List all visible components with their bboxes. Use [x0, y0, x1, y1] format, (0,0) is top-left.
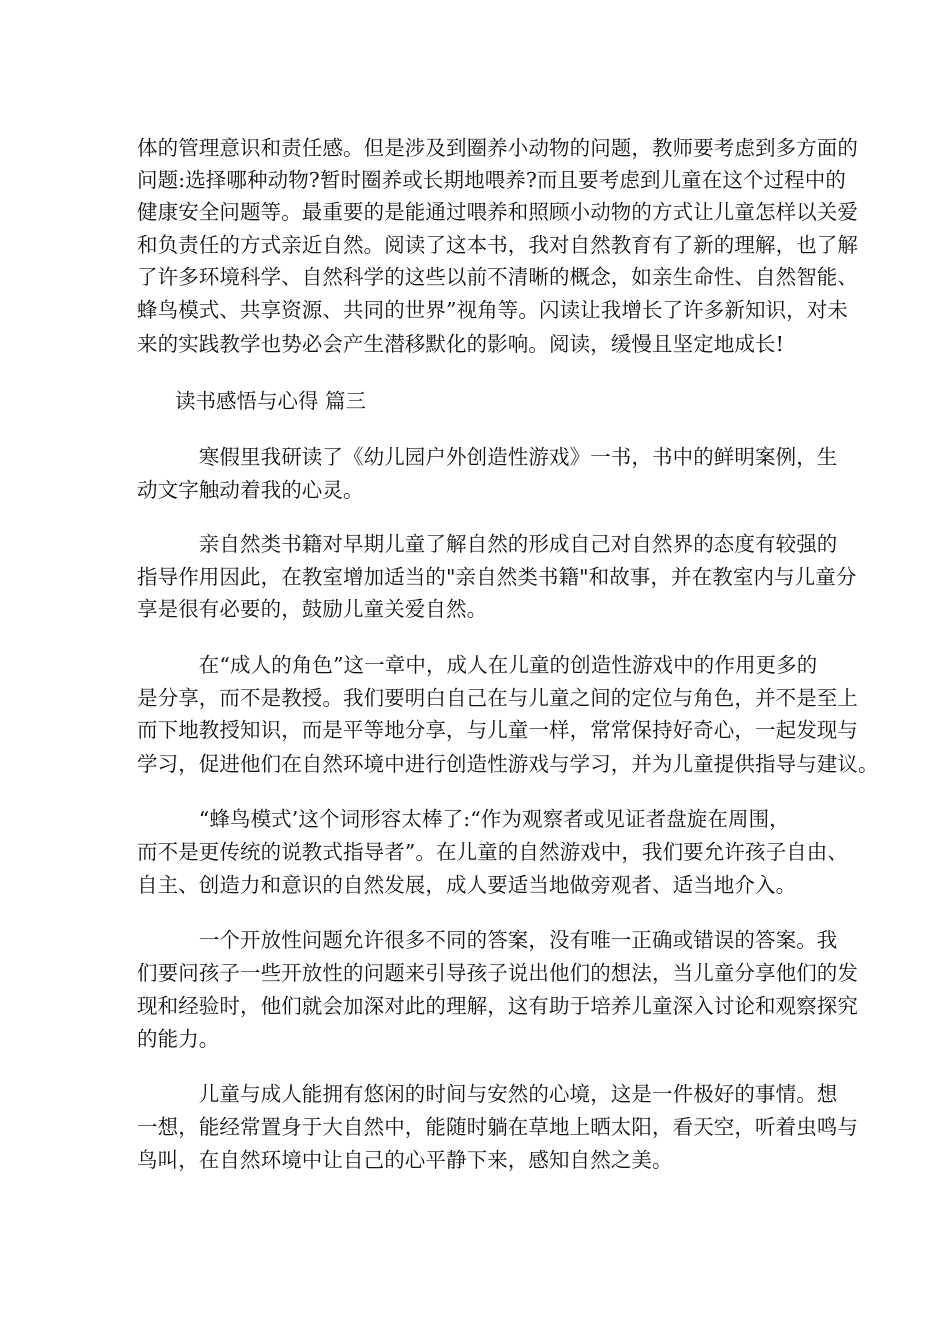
body-text-line: 一个开放性问题允许很多不同的答案，没有唯一正确或错误的答案。我 — [137, 928, 838, 952]
body-text-line: 现和经验时，他们就会加深对此的理解，这有助于培养儿童深入讨论和观察探究 — [137, 994, 858, 1018]
body-text-line: 一想，能经常置身于大自然中，能随时躺在草地上晒太阳，看天空，听着虫鸣与 — [137, 1115, 858, 1139]
body-text-line: 学习，促进他们在自然环境中进行创造性游戏与学习，并为儿童提供指导与建议。 — [137, 752, 879, 776]
body-text-line: 们要问孩子一些开放性的问题来引导孩子说出他们的想法，当儿童分享他们的发 — [137, 961, 858, 985]
body-text-line: 体的管理意识和责任感。但是涉及到圈养小动物的问题，教师要考虑到多方面的 — [137, 136, 858, 160]
body-text-line: 自主、创造力和意识的自然发展，成人要适当地做旁观者、适当地介入。 — [137, 873, 797, 897]
body-text-line: 寒假里我研读了《幼儿园户外创造性游戏》一书，书中的鲜明案例，生 — [137, 445, 838, 469]
body-text-line: 而不是更传统的说教式指导者”。在儿童的自然游戏中，我们要允许孩子自由、 — [137, 840, 848, 864]
body-text-line: 而下地教授知识，而是平等地分享，与儿童一样，常常保持好奇心，一起发现与 — [137, 718, 858, 742]
body-text-line: 动文字触动着我的心灵。 — [137, 478, 364, 502]
body-text-line: 的能力。 — [137, 1027, 220, 1051]
body-text-line: 在“成人的角色”这一章中，成人在儿童的创造性游戏中的作用更多的 — [137, 653, 818, 677]
body-text-line: “蜂鸟模式’这个词形容太棒了:“作为观察者或见证者盘旋在周围， — [137, 807, 790, 831]
body-text-line: 儿童与成人能拥有悠闲的时间与安然的心境，这是一件极好的事情。想 — [137, 1082, 838, 1106]
section-heading: 读书感悟与心得 篇三 — [175, 389, 367, 413]
body-text-line: 是分享，而不是教授。我们要明白自己在与儿童之间的定位与角色，并不是至上 — [137, 686, 858, 710]
body-text-line: 和负责任的方式亲近自然。阅读了这本书，我对自然教育有了新的理解，也了解 — [137, 233, 858, 257]
body-text-line: 健康安全问题等。最重要的是能通过喂养和照顾小动物的方式让儿童怎样以关爱 — [137, 200, 858, 224]
body-text-line: 享是很有必要的，鼓励儿童关爱自然。 — [137, 597, 488, 621]
body-text-line: 蜂鸟模式、共享资源、共同的世界”视角等。闪读让我增长了许多新知识，对未 — [137, 298, 848, 322]
body-text-line: 来的实践教学也势必会产生潜移默化的影响。阅读，缓慢且坚定地成长! — [137, 332, 784, 356]
body-text-line: 鸟叫，在自然环境中让自己的心平静下来，感知自然之美。 — [137, 1148, 673, 1172]
body-text-line: 亲自然类书籍对早期儿童了解自然的形成自己对自然界的态度有较强的 — [137, 532, 838, 556]
body-text-line: 了许多环境科学、自然科学的这些以前不清晰的概念，如亲生命性、自然智能、 — [137, 265, 858, 289]
body-text-line: 指导作用因此，在教室增加适当的"亲自然类书籍"和故事，并在教室内与儿童分 — [137, 565, 857, 589]
body-text-line: 问题:选择哪种动物?暂时圈养或长期地喂养?而且要考虑到儿童在这个过程中的 — [137, 168, 846, 192]
